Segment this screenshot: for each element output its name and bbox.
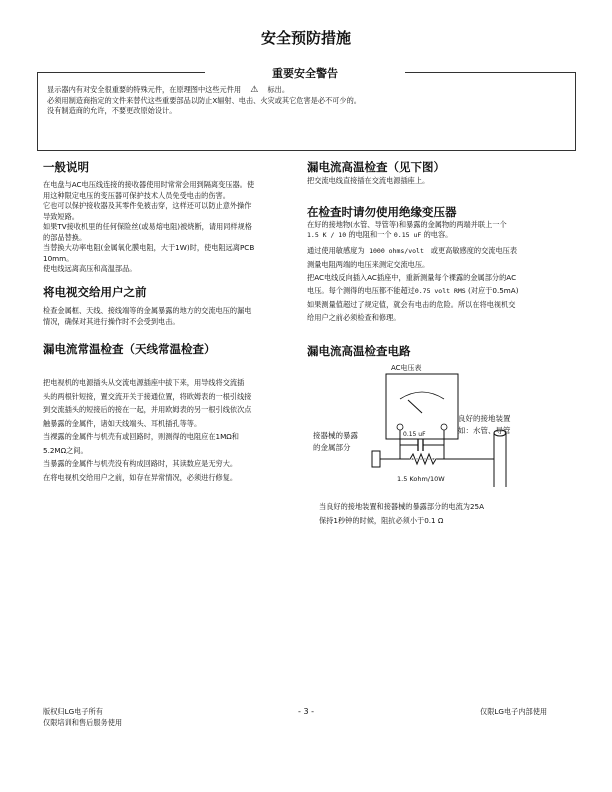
meter-terminal-right bbox=[441, 424, 447, 430]
before-text: 检查金属框、天线、接线端等的金属暴露的地方的交流电压的漏电 情况，确保对其进行操作时不会受到电击。 bbox=[43, 306, 252, 326]
meter-arc bbox=[400, 392, 444, 399]
exposed-metal-label: 接器械的暴露 的金属部分 bbox=[313, 431, 358, 452]
meter-label: AC电压表 bbox=[391, 364, 422, 372]
ground-label: 良好的接地装置 如：水管、导管 bbox=[458, 414, 511, 435]
normal-heading: 漏电流常温检查（天线常温检查） bbox=[43, 342, 216, 356]
meter-terminal-left bbox=[397, 424, 403, 430]
isolation-heading: 在检查时请勿使用绝缘变压器 bbox=[307, 205, 457, 219]
warning-triangle-icon: ⚠ bbox=[250, 85, 259, 95]
warning-text: 显示器内有对安全很重要的特殊元件，在原理图中这些元件用 ⚠ 标出。 必须用制造商指定的文件来替代这些重要部品以防止X辐射、电击、火灾或其它危害是必不可少的。 没有制造商的允许，不要更改原始设计。 bbox=[47, 85, 361, 115]
circuit-note: 当良好的接地装置和接器械的暴露部分的电流为25A 保持1秒钟的时候，阻抗必须小于0.1 Ω bbox=[319, 502, 485, 525]
general-text: 在电盘与AC电压线连接的接收器使用时常常会用到隔离变压器。使 用这种限定电压的变压器可保护技术人员免受电击的伤害。 它也可以保护接收器及其零件免被击穿，这样还可以防止意外操作 导致短路。 如果TV接收机里的任何保险丝(或易熔电阻)被烧断，请用同样规格 的部品替换。 当替换大功率电阻(金属氧化膜电阻，大于1W)时，使电阻远离PCB 10mm。 使电线远离高压和高温部品。 bbox=[43, 180, 255, 273]
warning-heading: 重要安全警告 bbox=[205, 65, 405, 81]
meter-needle bbox=[408, 400, 422, 413]
before-heading: 将电视交给用户之前 bbox=[43, 285, 147, 299]
page-title: 安全预防措施 bbox=[260, 29, 351, 47]
general-heading: 一般说明 bbox=[43, 160, 89, 174]
resistor-label: 1.5 Kohm/10W bbox=[397, 475, 445, 483]
normal-text: 把电视机的电源插头从交流电源插座中拔下来，用导线将交流插 头的两根针短接，置交流开关于接通位置，将欧姆表的一根引线接 到交流插头的短接后的接在一起，并用欧姆表的另一根引线依次点 触暴露的金属件，诸如天线端头、耳机插孔等等。 当裸露的金属件与机壳有或回路时，则测得的电阻应在1MΩ和 5.2MΩ之间。 当暴露的金属件与机壳没有构成回路时，其读数应是无穷大。 在将电视机交给用户之前，如存在异常情况，必须进行修复。 bbox=[43, 378, 252, 482]
page-number: - 3 - bbox=[298, 707, 314, 716]
ac-voltmeter-box bbox=[386, 374, 458, 439]
capacitor-label: 0.15 uF bbox=[403, 431, 426, 438]
exposed-metal-block bbox=[372, 451, 380, 467]
hot-check-heading: 漏电流高温检查（见下图） bbox=[307, 160, 445, 174]
footer-copyright: 版权归LG电子所有 仅限培训和售后服务使用 bbox=[43, 707, 123, 727]
hot-check-text: 把交流电线直接插在交流电源插座上。 bbox=[307, 176, 430, 185]
circuit-heading: 漏电流高温检查电路 bbox=[307, 344, 411, 358]
footer-internal-use: 仅限LG电子内部使用 bbox=[480, 707, 548, 716]
isolation-text: 在好的接地物(水管、导管等)和暴露的金属物的两端并联上一个 1.5 K / 10 的电阻和一个 0.15 uF 的电容。 通过使用敏感度为 1000 ohms/volt 或更高敏感度的交流电压表 测量电阻两端的电压来测定交流电压。 把AC电线反向插入AC插座中，重新测量每个裸露的金属部分的AC 电压。每个测得的电压都不能超过0.75 volt RMS (对应于0.5mA) 如果测量值超过了规定值，就会有电击的危险。所以在将电视机交 给用户之前必须检查和修理。 bbox=[307, 220, 519, 322]
